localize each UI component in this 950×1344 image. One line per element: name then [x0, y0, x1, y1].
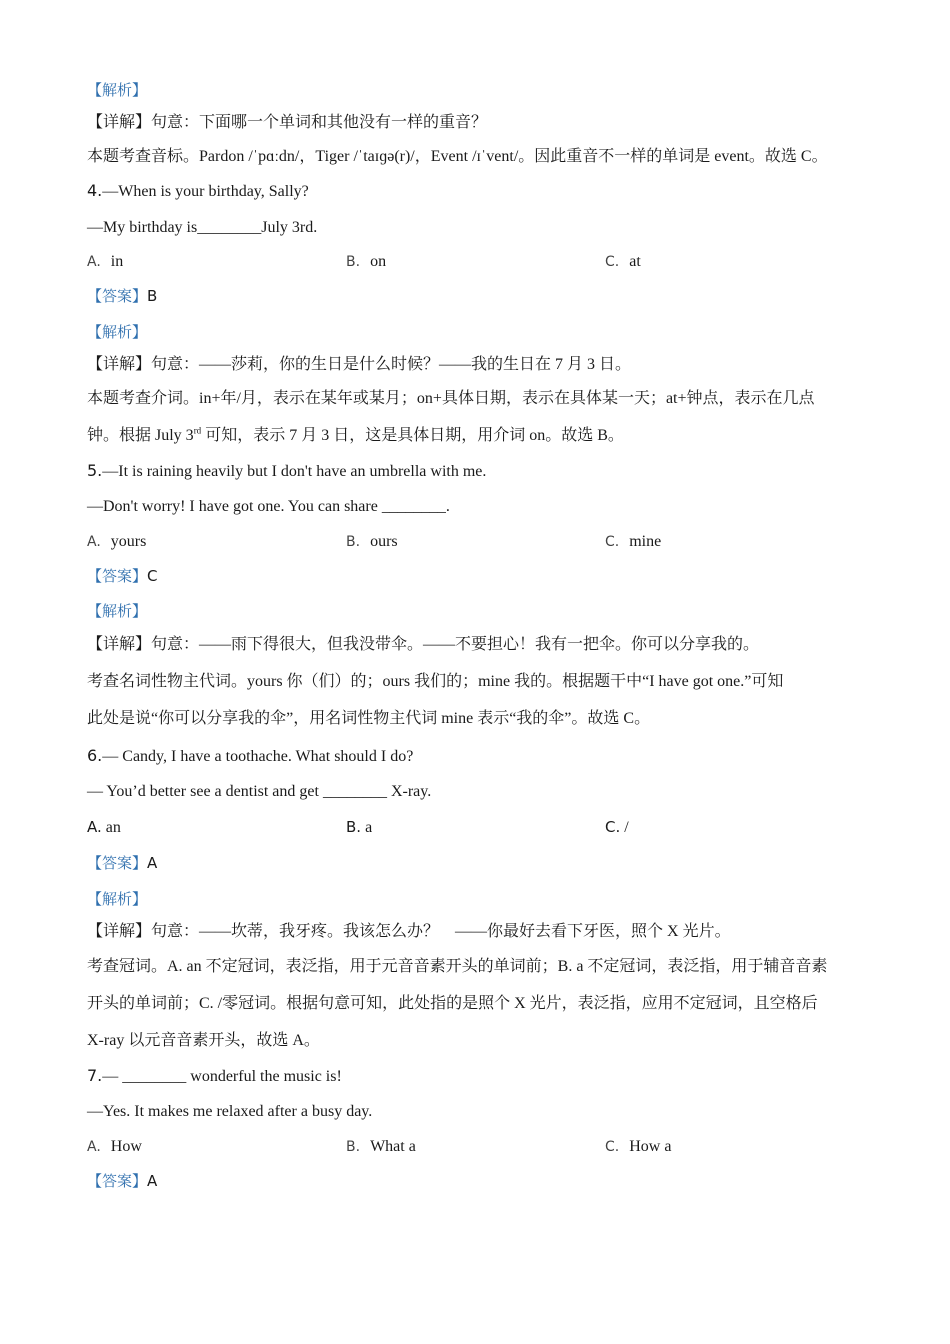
question-6-reply: — You’d better see a dentist and get ________ X-ray. [87, 783, 432, 800]
q7-option-c: C. How a [605, 1138, 672, 1155]
q5-analysis-label: 【解析】 [87, 602, 148, 620]
q4-detail: 【详解】句意：——莎莉，你的生日是什么时候？——我的生日在 7 月 3 日。 [87, 356, 632, 373]
question-5-reply: —Don't worry! I have got one. You can share ________. [87, 498, 450, 515]
q4-answer: 【答案】B [87, 287, 158, 305]
q4-option-a: A. in [87, 253, 124, 270]
q6-answer: 【答案】A [87, 854, 158, 872]
analysis-label: 【解析】 [87, 81, 148, 99]
q5-answer: 【答案】C [87, 567, 158, 585]
q5-explanation-2: 此处是说“你可以分享我的伞”，用名词性物主代词 mine 表示“我的伞”。故选 C。 [87, 710, 651, 727]
q4-analysis-label: 【解析】 [87, 323, 148, 341]
q4-explanation-2: 钟。根据 July 3rd 可知，表示 7 月 3 日，这是具体日期，用介词 on。故选 B。 [87, 425, 624, 444]
q6-analysis-label: 【解析】 [87, 890, 148, 908]
q6-explanation-1: 考查冠词。A. an 不定冠词，表泛指，用于元音音素开头的单词前；B. a 不定冠词，表泛指，用于辅音音素 [87, 958, 828, 975]
q5-option-b: B. ours [346, 533, 398, 550]
q7-option-a: A. How [87, 1138, 142, 1155]
q4-option-c: C. at [605, 253, 641, 270]
q4-explanation-1: 本题考查介词。in+年/月，表示在某年或某月；on+具体日期，表示在具体某一天；at+钟点，表示在几点 [87, 390, 815, 407]
q6-option-c: C. / [605, 818, 629, 836]
q5-explanation-1: 考查名词性物主代词。yours 你（们）的；ours 我们的；mine 我的。根据题干中“I have got one.”可知 [87, 673, 784, 690]
q6-detail: 【详解】句意：——坎蒂，我牙疼。我该怎么办？ ——你最好去看下牙医，照个 X 光片。 [87, 923, 731, 940]
q5-option-a: A. yours [87, 533, 147, 550]
q6-option-b: B. a [346, 818, 373, 836]
question-5-stem: 5.—It is raining heavily but I don't have an umbrella with me. [87, 461, 487, 480]
q5-detail: 【详解】句意：——雨下得很大，但我没带伞。——不要担心！我有一把伞。你可以分享我的。 [87, 636, 760, 653]
question-4-stem: 4.—When is your birthday, Sally? [87, 181, 309, 200]
q4-option-b: B. on [346, 253, 387, 270]
detail-line: 【详解】句意：下面哪一个单词和其他没有一样的重音？ [87, 114, 488, 131]
q6-explanation-3: X-ray 以元音音素开头，故选 A。 [87, 1032, 320, 1049]
question-4-reply: —My birthday is________July 3rd. [87, 219, 318, 236]
question-7-stem: 7.— ________ wonderful the music is! [87, 1066, 342, 1085]
q7-option-b: B. What a [346, 1138, 416, 1155]
explanation-line: 本题考查音标。Pardon /ˈpɑːdn/，Tiger /ˈtaɪɡə(r)/，Event /ɪˈvent/。因此重音不一样的单词是 event。故选 C。 [87, 148, 828, 165]
question-7-reply: —Yes. It makes me relaxed after a busy day. [87, 1103, 373, 1120]
question-6-stem: 6.— Candy, I have a toothache. What should I do? [87, 746, 414, 765]
q6-option-a: A. an [87, 818, 121, 836]
q5-option-c: C. mine [605, 533, 662, 550]
q6-explanation-2: 开头的单词前；C. /零冠词。根据句意可知，此处指的是照个 X 光片，表泛指，应用不定冠词，且空格后 [87, 995, 818, 1012]
q7-answer: 【答案】A [87, 1172, 158, 1190]
